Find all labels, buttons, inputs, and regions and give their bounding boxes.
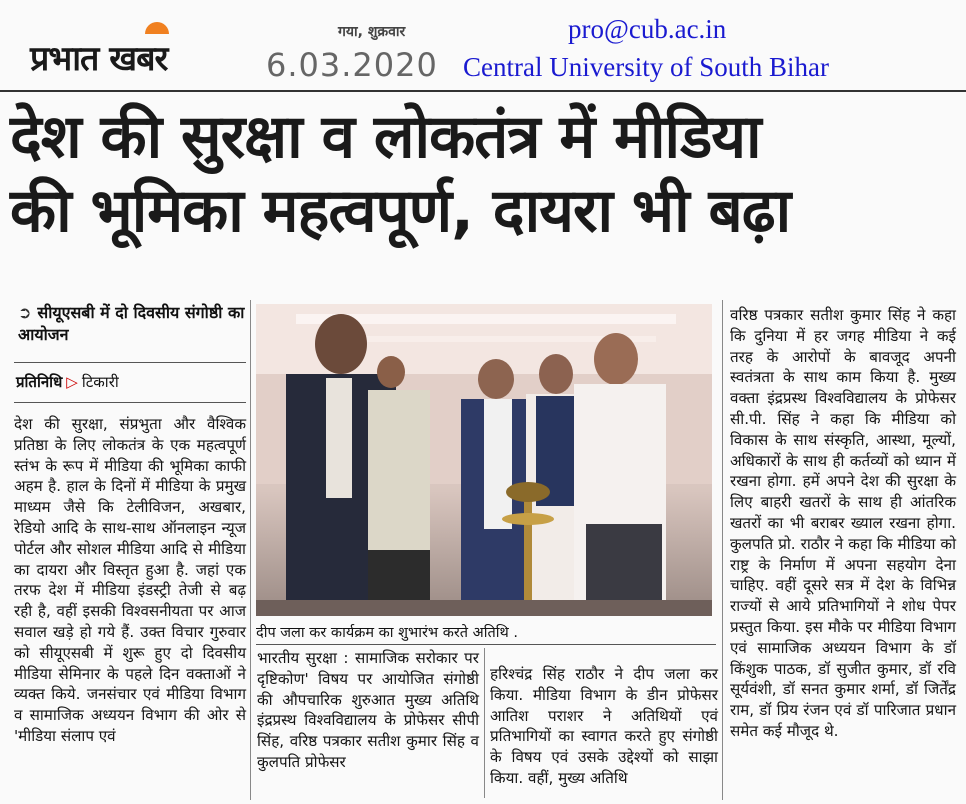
article-column-1: देश की सुरक्षा, संप्रभुता और वैश्विक प्रतिष्ठा के लिए लोकतंत्र के एक महत्वपूर्ण स्तंभ के रूप में मीडिया की भूमिका काफी अहम है. हाल के दिनों में मीडिया के प्रमुख माध्यम जैसे कि टेलीविजन, अखबार, रेडियो आदि के साथ-साथ ऑनलाइन न्यूज पोर्टल और सोशल मीडिया आदि से मीडिया का दायरा और विस्तृत हुआ है. जहां एक तरफ देश में मीडिया इंडस्ट्री तेजी से बढ़ रही है, वहीं इसकी विश्वसनीयता पर आज सवाल खड़े हो गये हैं. उक्त विचार गुरुवार को सीयूएसबी में शुरू हुए दो दिवसीय मीडिया सेमिनार के पहले दिन वक्ताओं ने व्यक्त किये. जनसंचार एवं मीडिया विभाग व सामाजिक अध्ययन विभाग की ओर से 'मीडिया संलाप एवं: [14, 415, 246, 745]
column-divider-2-3: [484, 648, 485, 798]
headline-line-2: की भूमिका महत्वपूर्ण, दायरा भी बढ़ा: [10, 176, 791, 246]
masthead-divider: [0, 90, 966, 92]
byline-divider: [14, 402, 246, 403]
column-divider-3-4: [722, 300, 723, 800]
issue-date: 6.03.2020: [266, 46, 438, 84]
byline-separator-icon: ▷: [66, 373, 78, 391]
subhead-divider: [14, 362, 246, 363]
dateline-place-day: गया, शुक्रवार: [338, 24, 406, 40]
article-column-3: हरिश्चंद्र सिंह राठौर ने दीप जला कर किया. मीडिया विभाग के डीन प्रोफेसर आतिश पराशर ने अतिथियों एवं प्रतिभागियों का स्वागत करते हुए संगोष्ठी के विषय एवं उसके उद्देश्यों को साझा किया. वहीं, मुख्य अतिथि: [490, 665, 718, 787]
article-column-2: भारतीय सुरक्षा : सामाजिक सरोकार पर दृष्टिकोण' विषय पर आयोजित संगोष्ठी की औपचारिक शुरुआत मुख्य अतिथि इंद्रप्रस्थ विश्वविद्यालय के प्रोफेसर सीपी सिंह, वरिष्ठ पत्रकार सतीश कुमार सिंह व कुलपति प्रोफेसर: [257, 649, 479, 771]
byline-label: प्रतिनिधि: [16, 373, 63, 391]
column-divider-1-2: [250, 300, 251, 800]
university-name: Central University of South Bihar: [463, 52, 829, 82]
byline: [16, 372, 119, 392]
byline-place: टिकारी: [81, 373, 119, 391]
subhead-text: सीयूएसबी में दो दिवसीय संगोष्ठी का आयोजन: [18, 303, 245, 344]
event-photo: [256, 304, 712, 616]
article-subhead: [18, 302, 248, 346]
newspaper-logo: प्रभात खबर: [30, 39, 168, 79]
headline-line-1: देश की सुरक्षा व लोकतंत्र में मीडिया: [10, 102, 761, 172]
article-headline: [10, 100, 960, 248]
caption-divider: [256, 644, 716, 645]
contact-email: pro@cub.ac.in: [568, 14, 727, 44]
subhead-arrow-icon: ➲: [18, 303, 32, 322]
logo-sun-icon: [144, 20, 170, 34]
article-column-4: वरिष्ठ पत्रकार सतीश कुमार सिंह ने कहा कि दुनिया में हर जगह मीडिया ने कई तरह के आरोपों के बावजूद अपनी स्वतंत्रता के साथ काम किया है. मुख्य वक्ता इंद्रप्रस्थ विश्वविद्यालय के प्रोफेसर सी.पी. सिंह ने कहा कि मीडिया को विकास के साथ संस्कृति, आस्था, मूल्यों, अधिकारों के साथ ही कर्तव्यों को ध्यान में रखना होगा. हमें अपने देश की सुरक्षा के लिए बाहरी खतरों के साथ ही आंतरिक खतरों का भी बराबर ख्याल रखना होगा. कुलपति प्रो. राठौर ने कहा कि मीडिया को राष्ट्र के निर्माण में अपना सहयोग देना चाहिए. वहीं दूसरे सत्र में देश के विभिन्न राज्यों से आये प्रतिभागियों ने शोध पेपर प्रस्तुत किया. इस मौके पर मीडिया विभाग एवं सामाजिक अध्ययन विभाग के डॉ किंशुक पाठक, डॉ सुजीत कुमार, डॉ रवि सूर्यवंशी, डॉ सनत कुमार शर्मा, डॉ जिर्तेंद्र राम, डॉ प्रिय रंजन एवं डॉ पारिजात प्रधान समेत कई मौजूद थे.: [730, 306, 956, 740]
photo-caption: दीप जला कर कार्यक्रम का शुभारंभ करते अतिथि .: [256, 625, 518, 641]
